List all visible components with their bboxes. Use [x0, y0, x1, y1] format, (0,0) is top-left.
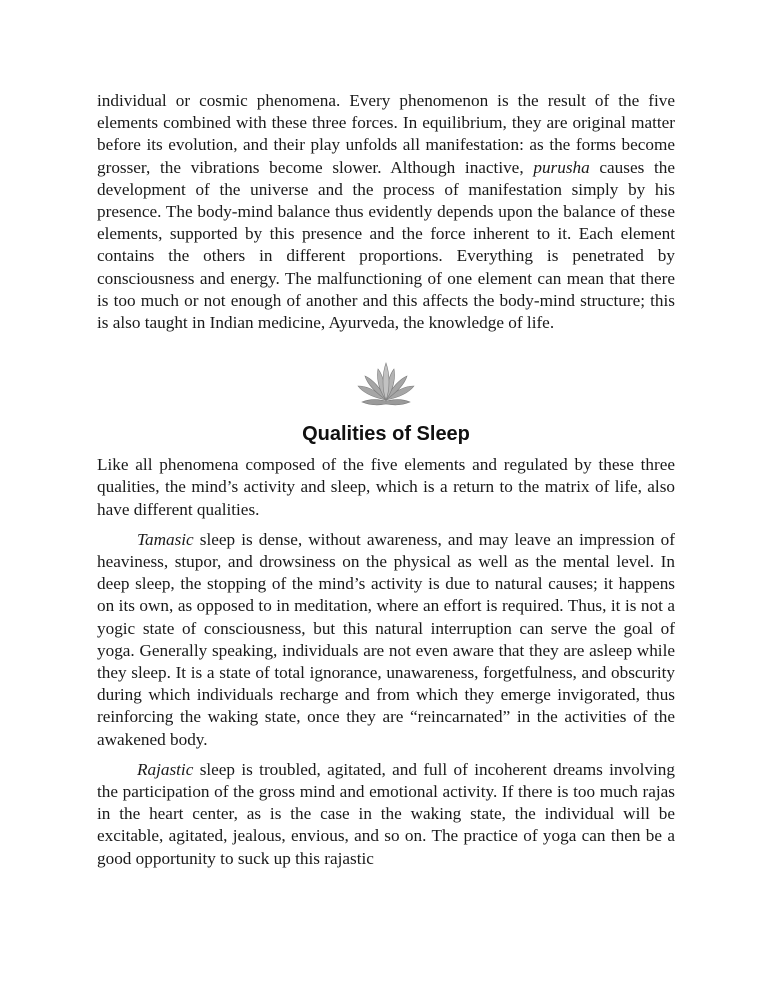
intro-text-part-2: causes the development of the universe and the process of manifestation simply by his presence. The body-mind balance thus evidently depends upon the balance of these elements, supported by this presence and the force inherent to it. Each element contains the others in different proportions. Everything is penetrated by consciousness and energy. The malfunctioning of one element can mean that there is too much or not enough of another and this affects the body-mind structure; this is also taught in Indian medicine, Ayurveda, the knowledge of life.: [97, 157, 676, 333]
lotus-icon: [354, 360, 418, 408]
italic-term-purusha: purusha: [533, 157, 590, 177]
section-paragraph-3: [97, 759, 675, 870]
intro-paragraph: [97, 90, 675, 334]
section-heading: Qualities of Sleep: [302, 423, 470, 446]
intro-text-part-1: individual or cosmic phenomena. Every phenomenon is the result of the five elements combined with these three forces. In equilibrium, they are original matter before its evolution, and their play unfolds all manifestation: as the forms become grosser, the vibrations become slower. Although inactive,: [97, 91, 675, 177]
section-paragraph-2: [97, 529, 675, 751]
italic-term-tamasic: Tamasic: [137, 529, 194, 549]
paragraph-2-text: sleep is dense, without awareness, and may leave an impression of heaviness, stupor, and drowsiness on the physical as well as the mental level. In deep sleep, the stopping of the mind’s activity is due to natural causes; it happens on its own, as opposed to in meditation, where an effort is required. Thus, it is not a yogic state of consciousness, but this natural interruption can serve the goal of yoga. Generally speaking, individuals are not even aware that they are asleep while they sleep. It is a state of total ignorance, unawareness, forgetfulness, and obscurity during which individuals recharge and from which they emerge invigorated, thus reinforcing the waking state, once they are “reincarnated” in the activities of the awakened body.: [97, 529, 675, 749]
paragraph-3-text: sleep is troubled, agitated, and full of incoherent dreams involving the participation of the gross mind and emotional activity. If there is too much rajas in the heart center, as is the case in the waking state, the individual will be excitable, agitated, jealous, envious, and so on. The practice of yoga can then be a good opportunity to suck up this rajastic: [97, 759, 675, 868]
italic-term-rajastic: Rajastic: [137, 759, 194, 779]
section-paragraph-1: Like all phenomena composed of the five elements and regulated by these three qualities, the mind’s activity and sleep, which is a return to the matrix of life, also have different qualities.: [97, 455, 675, 519]
book-page: [97, 90, 675, 870]
